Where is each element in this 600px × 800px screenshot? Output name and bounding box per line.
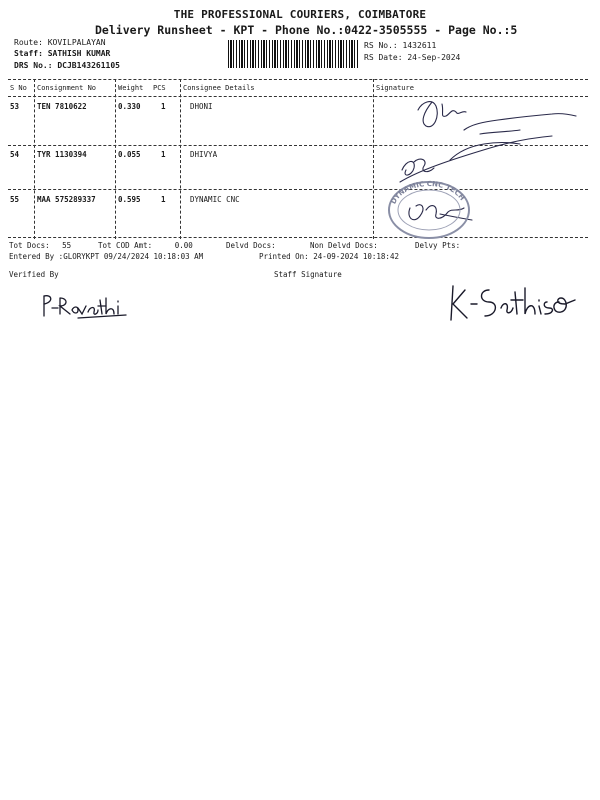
entered-by-value: GLORYKPT 09/24/2024 10:18:03 AM: [63, 252, 204, 261]
route-row: [14, 38, 106, 47]
staff-signature: [445, 280, 585, 326]
tot-cod-value: 0.00: [174, 241, 193, 250]
delvy-pts-label: Delvy Pts:: [415, 241, 461, 250]
barcode: [228, 40, 360, 68]
staff-value: SATHISH KUMAR: [47, 49, 111, 58]
staff-label: Staff:: [14, 49, 43, 58]
tot-cod: [98, 241, 193, 250]
table-row-consignee: DYNAMIC CNC: [190, 195, 240, 204]
table-row-pcs: 1: [161, 195, 166, 204]
entered-by-label: Entered By :: [9, 252, 64, 261]
drs-value: DCJB143261105: [57, 61, 120, 70]
route-label: Route:: [14, 38, 43, 47]
table-row-weight: 0.055: [118, 150, 141, 159]
staff-signature-label: Staff Signature: [274, 270, 342, 279]
col-weight: Weight: [118, 84, 144, 92]
verified-by-label: Verified By: [9, 270, 59, 279]
rs-date-value: 24-Sep-2024: [407, 53, 461, 62]
tot-cod-label: Tot COD Amt:: [98, 241, 153, 250]
table-row-consignment: MAA 575289337: [37, 195, 96, 204]
entered-by-row: [9, 252, 203, 261]
company-stamp: [386, 178, 472, 240]
table-row-consignee: DHIVYA: [190, 150, 218, 159]
staff-row: [14, 49, 110, 58]
tot-docs-label: Tot Docs:: [9, 241, 50, 250]
table-row-pcs: 1: [161, 102, 166, 111]
runsheet-title: Delivery Runsheet - KPT - Phone No.:0422-3505555 - Page No.:5: [95, 23, 518, 37]
rs-date-row: [364, 53, 460, 62]
table-row-pcs: 1: [161, 150, 166, 159]
table-row-consignee: DHONI: [190, 102, 213, 111]
tot-docs-value: 55: [62, 241, 72, 250]
rs-date-label: RS Date:: [364, 53, 403, 62]
table-row-consignment: TEN 7810622: [37, 102, 87, 111]
table-row-consignment: TYR 1130394: [37, 150, 87, 159]
rs-no-value: 1432611: [402, 41, 437, 50]
col-signature: Signature: [376, 84, 414, 92]
rs-no-label: RS No.:: [364, 41, 398, 50]
table-row-weight: 0.595: [118, 195, 141, 204]
table-row-sno: 55: [10, 195, 20, 204]
drs-label: DRS No.:: [14, 61, 53, 70]
non-delvd-docs-label: Non Delvd Docs:: [310, 241, 378, 250]
stamp-text: DYNAMIC CNC TECH: [389, 179, 467, 206]
printed-on-row: [259, 252, 399, 261]
col-pcs: PCS: [153, 84, 166, 92]
delvd-docs-label: Delvd Docs:: [226, 241, 276, 250]
printed-on-value: 24-09-2024 10:18:42: [313, 252, 399, 261]
verifier-signature: [38, 290, 138, 324]
col-sno: S No: [10, 84, 27, 92]
printed-on-label: Printed On:: [259, 252, 309, 261]
rs-no-row: [364, 41, 436, 50]
table-row-weight: 0.330: [118, 102, 141, 111]
totals-row: [9, 241, 71, 250]
route-value: KOVILPALAYAN: [47, 38, 106, 47]
company-title: THE PROFESSIONAL COURIERS, COIMBATORE: [173, 8, 427, 21]
table-row-sno: 53: [10, 102, 20, 111]
drs-row: [14, 61, 120, 70]
table-row-sno: 54: [10, 150, 20, 159]
col-consignment: Consignment No: [37, 84, 97, 92]
col-consignee: Consignee Details: [183, 84, 255, 92]
